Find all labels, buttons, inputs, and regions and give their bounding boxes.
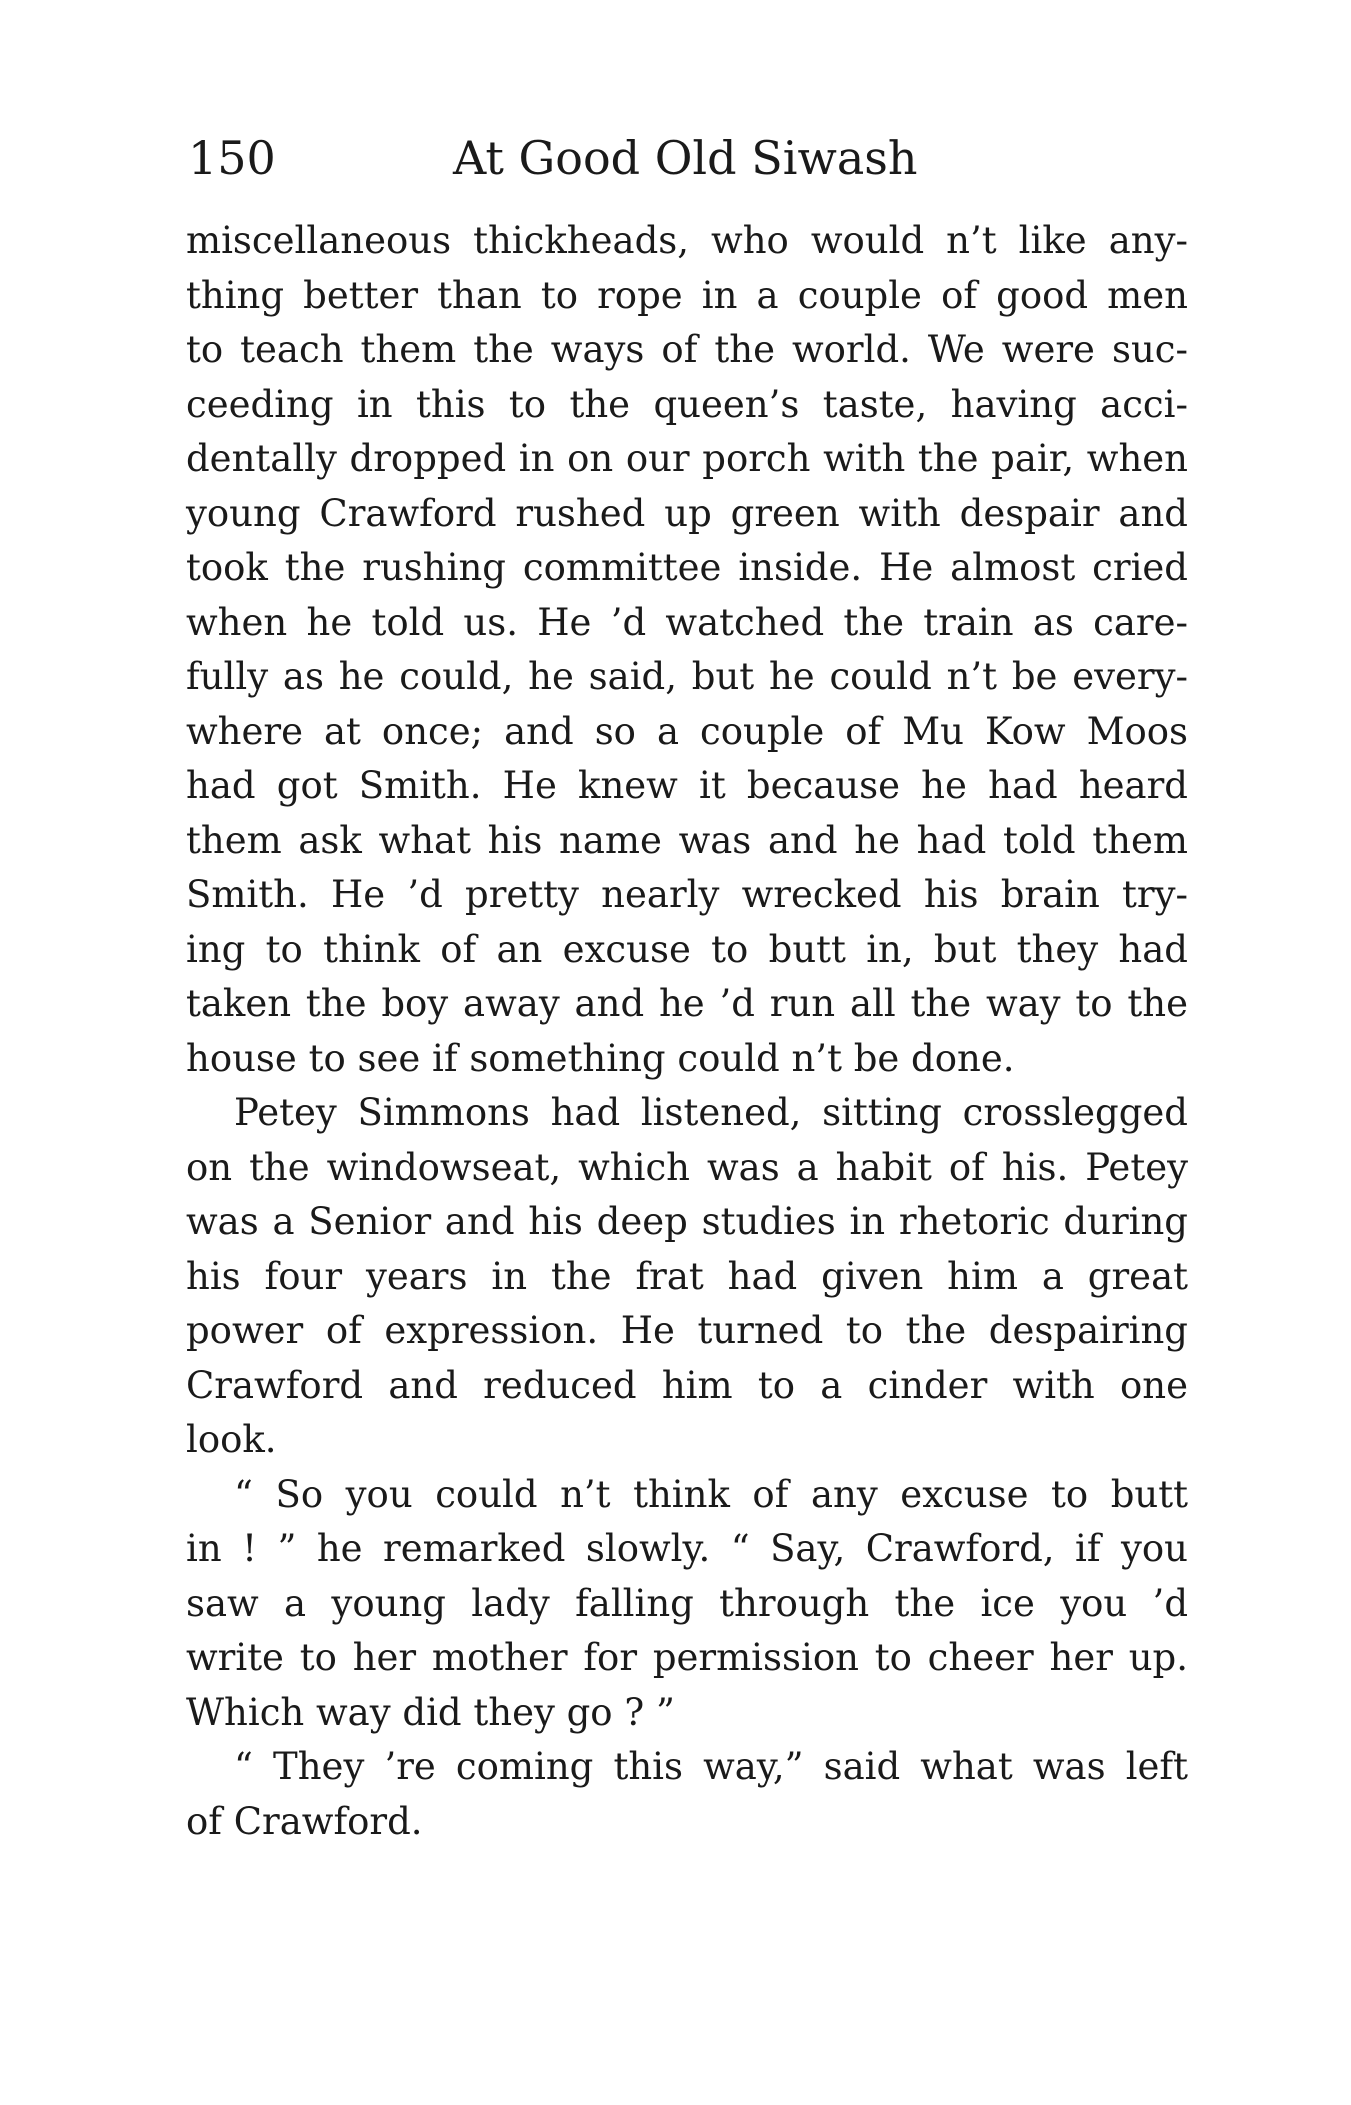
text-line: to teach them the ways of the world. We were suc- [186,328,1188,371]
text-line: Which way did they go ? ” [186,1690,675,1734]
text-line: ceeding in this to the queen’s taste, having acci- [186,382,1188,426]
text-line: was a Senior and his deep studies in rhetoric during [186,1200,1188,1243]
text-line: Crawford and reduced him to a cinder with one [186,1363,1188,1407]
text-line: young Crawford rushed up green with despair and [186,491,1188,535]
text-line: them ask what his name was and he had told them [186,818,1188,862]
text-line: miscellaneous thickheads, who would n’t like any- [186,219,1188,262]
body-text [186,214,1188,1849]
text-line: where at once; and so a couple of Mu Kow Moos [186,709,1188,753]
text-line: Smith. He ’d pretty nearly wrecked his brain try- [186,873,1188,916]
text-line: thing better than to rope in a couple of good men [186,273,1188,317]
text-line: “ They ’re coming this way,” said what was left [234,1745,1188,1788]
text-line: ing to think of an excuse to butt in, but they had [186,927,1188,971]
text-line: dentally dropped in on our porch with the pair, when [186,437,1188,480]
text-line: on the windowseat, which was a habit of his. Petey [186,1145,1188,1189]
running-title: At Good Old Siwash [453,131,918,185]
text-line: house to see if something could n’t be done. [186,1036,1015,1080]
text-line: of Crawford. [186,1799,423,1843]
text-line: fully as he could, he said, but he could n’t be every- [186,655,1188,698]
text-line: when he told us. He ’d watched the train as care- [186,600,1188,644]
text-line: look. [186,1418,277,1461]
text-line: “ So you could n’t think of any excuse to butt [234,1472,1188,1516]
text-line: took the rushing committee inside. He almost cried [186,546,1188,589]
text-line: power of expression. He turned to the despairing [186,1309,1188,1352]
running-head [188,128,1188,188]
text-line: write to her mother for permission to cheer her up. [186,1636,1188,1679]
page-number: 150 [188,131,276,185]
text-line: saw a young lady falling through the ice you ’d [186,1581,1188,1625]
text-line: had got Smith. He knew it because he had heard [186,764,1188,807]
text-line: his four years in the frat had given him a great [186,1254,1188,1298]
text-line: taken the boy away and he ’d run all the way to the [186,982,1188,1025]
text-line: Petey Simmons had listened, sitting crosslegged [234,1091,1188,1134]
text-line: in ! ” he remarked slowly. “ Say, Crawford, if you [186,1527,1188,1570]
